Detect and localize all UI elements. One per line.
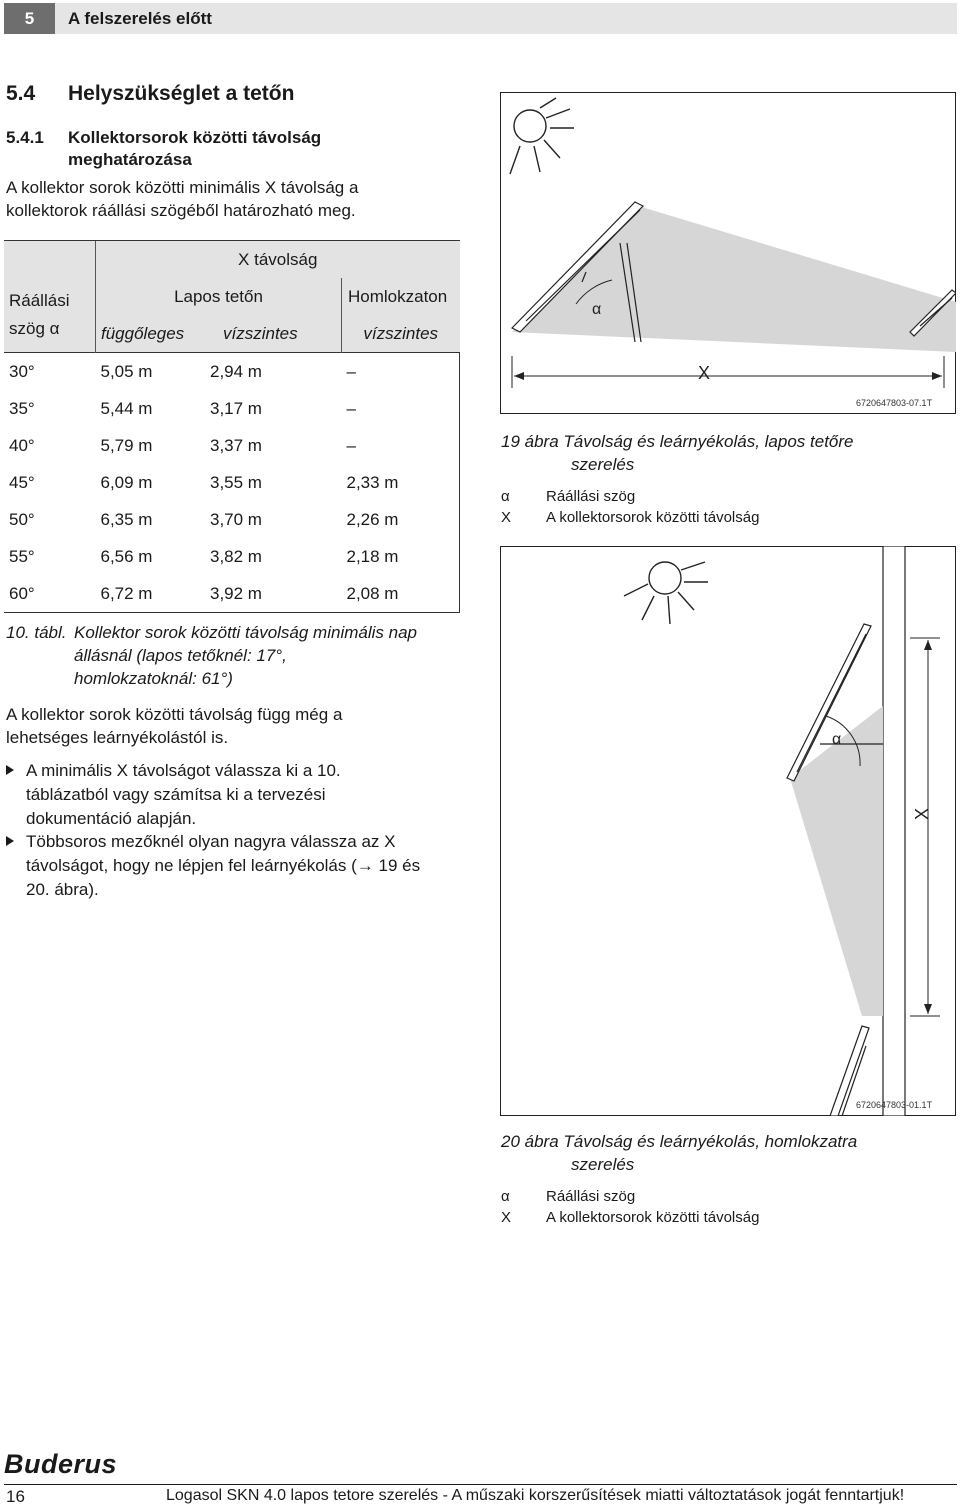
brand-logo: Buderus: [4, 1449, 118, 1479]
cell-facade: –: [342, 390, 460, 427]
cell-angle: 30°: [4, 353, 96, 391]
subsection-number: 5.4.1: [6, 128, 44, 147]
note-line-2: lehetséges leárnyékolástól is.: [6, 728, 229, 747]
alpha-label: α: [592, 301, 602, 318]
legend-text: Ráállási szög: [546, 1188, 636, 1205]
facade-wall: [883, 546, 905, 1116]
cell-angle: 50°: [9, 509, 35, 529]
legend-text: A kollektorsorok közötti távolság: [546, 1209, 760, 1226]
sun-icon: [510, 98, 574, 174]
cell-horizontal: 3,17 m: [210, 398, 262, 418]
legend-text: Ráállási szög: [546, 488, 636, 505]
table-head-angle-2: szög α: [9, 319, 60, 338]
cell-facade: –: [342, 353, 460, 391]
figure-20-facade-diagram: [500, 546, 956, 1116]
table-head-distance: X távolság: [96, 241, 460, 279]
x-label: X: [912, 807, 932, 821]
table-caption-line-2: állásnál (lapos tetőknél: 17°,: [74, 646, 287, 665]
figure-20-legend: [501, 1186, 759, 1228]
table-head-angle-1: Ráállási: [9, 291, 70, 310]
cell-vertical: 6,56 m: [100, 546, 153, 566]
bullet-arrow-icon: [6, 836, 14, 846]
cell-vertical: 6,09 m: [100, 472, 153, 492]
chapter-number: 5: [4, 3, 55, 34]
table-caption: [6, 621, 466, 690]
figure-19-caption-line-1: 19 ábra Távolság és leárnyékolás, lapos tetőre: [501, 432, 854, 451]
note-line-1: A kollektor sorok közötti távolság függ még a: [6, 705, 343, 724]
table-row: [4, 501, 460, 538]
table-head-facade: Homlokzaton: [342, 278, 460, 315]
cell-vertical: 5,05 m: [96, 353, 206, 391]
shadow-area: [512, 205, 956, 352]
legend-symbol: α: [501, 1188, 510, 1205]
cell-angle: 60°: [4, 575, 96, 613]
bullet-1-line-3: dokumentáció alapján.: [26, 809, 197, 828]
bullet-2-line-1: Többsoros mezőknél olyan nagyra válassza az X: [26, 832, 396, 851]
bullet-2-line-2: távolságot, hogy ne lépjen fel leárnyékolás (→ 19 és: [26, 856, 421, 875]
table-caption-line-1: Kollektor sorok közötti távolság minimális nap: [74, 623, 417, 642]
figure-19-caption: [501, 430, 853, 476]
figure-20-caption: [501, 1130, 857, 1176]
subsection-heading: [6, 127, 321, 171]
distance-table: [4, 240, 460, 613]
bullet-1-line-2: táblázatból vagy számítsa ki a tervezési: [26, 785, 326, 804]
cell-vertical: 5,79 m: [100, 435, 153, 455]
table-head-flat: Lapos tetőn: [96, 278, 342, 315]
figure-code: 6720647803-01.1T: [856, 1100, 933, 1110]
figure-19-caption-line-2: szerelés: [571, 455, 635, 474]
legend-text: A kollektorsorok közötti távolság: [546, 509, 760, 526]
x-label: X: [698, 363, 711, 383]
table-row: [4, 353, 460, 391]
intro-line-1: A kollektor sorok közötti minimális X távolság a: [6, 178, 359, 197]
figure-19-flat-roof-diagram: [500, 92, 956, 414]
footer-text: Logasol SKN 4.0 lapos tetore szerelés - A műszaki korszerűsítések miatti változtatások jogát fenntartjuk!: [166, 1487, 905, 1504]
cell-angle: 35°: [9, 398, 35, 418]
cell-horizontal: 2,94 m: [205, 353, 342, 391]
cell-facade: 2,26 m: [342, 501, 460, 538]
cell-vertical: 5,44 m: [100, 398, 153, 418]
cell-facade: 2,18 m: [342, 538, 460, 575]
chapter-title: A felszerelés előtt: [68, 9, 212, 28]
cell-facade: –: [342, 427, 460, 464]
table-row: [4, 575, 460, 613]
legend-symbol: X: [501, 1209, 512, 1226]
sun-icon: [624, 562, 708, 624]
legend-symbol: α: [501, 488, 510, 505]
bullet-item: [26, 759, 341, 831]
figure-19-legend: [501, 486, 759, 528]
cell-facade: 2,33 m: [342, 464, 460, 501]
figure-code: 6720647803-07.1T: [856, 398, 933, 408]
legend-symbol: X: [501, 509, 512, 526]
intro-line-2: kollektorok ráállási szögéből határozható meg.: [6, 201, 356, 220]
section-number: 5.4: [6, 82, 36, 105]
intro-paragraph: [6, 176, 358, 222]
table-head-angle: [4, 278, 96, 353]
cell-horizontal: 3,92 m: [205, 575, 342, 613]
table-sub-horizontal-facade: vízszintes: [342, 315, 460, 353]
cell-angle: 55°: [9, 546, 35, 566]
note-paragraph: [6, 703, 342, 749]
table-caption-label: 10. tábl.: [6, 623, 67, 642]
cell-horizontal: 3,82 m: [210, 546, 262, 566]
cell-horizontal: 3,70 m: [210, 509, 262, 529]
footer-divider: [4, 1484, 957, 1485]
subsection-title-2: meghatározása: [68, 150, 192, 169]
cell-horizontal: 3,55 m: [210, 472, 262, 492]
cell-vertical: 6,35 m: [100, 509, 153, 529]
figure-20-caption-line-2: szerelés: [571, 1155, 635, 1174]
page-number: 16: [6, 1487, 25, 1506]
cell-angle: 45°: [9, 472, 35, 492]
cell-facade: 2,08 m: [342, 575, 460, 613]
section-heading: [6, 82, 294, 106]
cell-angle: 40°: [9, 435, 35, 455]
table-row: [4, 390, 460, 427]
table-sub-vertical: függőleges: [96, 315, 206, 353]
table-sub-horizontal: vízszintes: [223, 323, 298, 343]
cell-vertical: 6,72 m: [96, 575, 206, 613]
table-row: [4, 538, 460, 575]
alpha-label: α: [832, 731, 842, 748]
table-caption-line-3: homlokzatoknál: 61°): [74, 669, 233, 688]
bullet-item: [26, 830, 420, 902]
table-row: [4, 427, 460, 464]
bullet-arrow-icon: [6, 765, 14, 775]
bullet-2-line-3: 20. ábra).: [26, 880, 99, 899]
figure-20-caption-line-1: 20 ábra Távolság és leárnyékolás, homlokzatra: [501, 1132, 858, 1151]
subsection-title-1: Kollektorsorok közötti távolság: [68, 128, 322, 147]
section-title: Helyszükséglet a tetőn: [68, 82, 295, 105]
cell-horizontal: 3,37 m: [210, 435, 262, 455]
table-row: [4, 464, 460, 501]
bullet-1-line-1: A minimális X távolságot válassza ki a 10.: [26, 761, 341, 780]
